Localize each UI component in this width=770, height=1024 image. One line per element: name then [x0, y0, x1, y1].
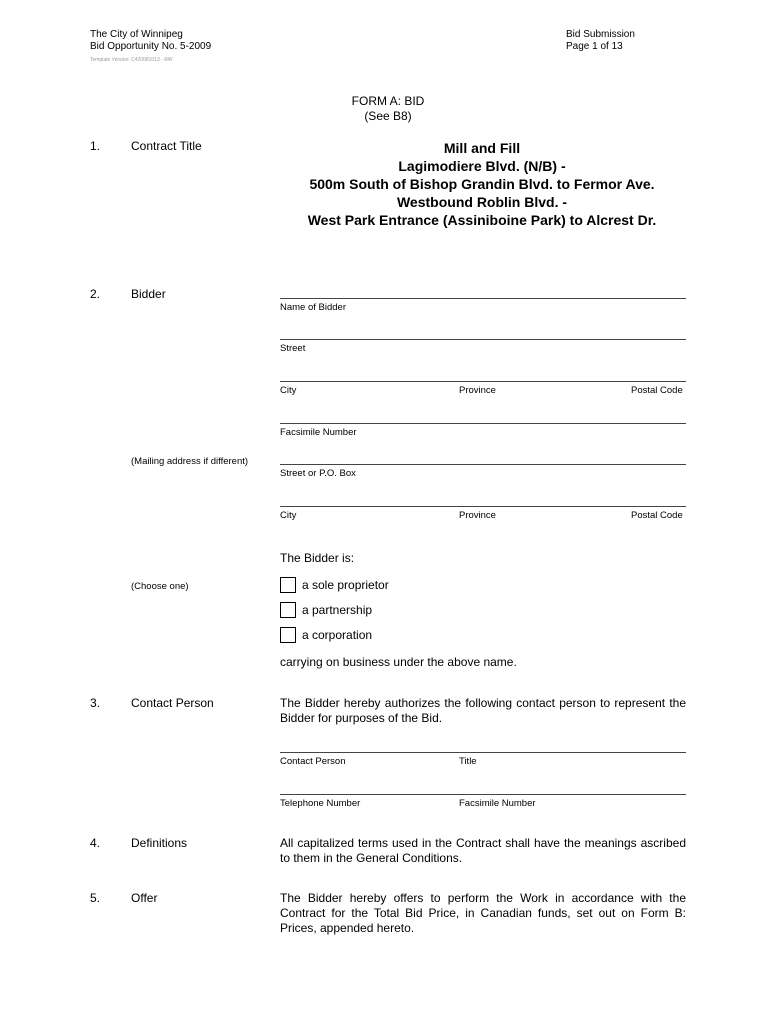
contact-person-label: Contact Person	[280, 756, 346, 767]
template-version: Template Version: C420081013 - RW	[90, 57, 173, 63]
section-1-label: Contract Title	[131, 139, 202, 153]
mailing-address-note: (Mailing address if different)	[131, 456, 249, 467]
contact-paragraph: The Bidder hereby authorizes the following contact person to represent the Bidder for purposes of the Bid.	[280, 696, 686, 725]
title-label: Title	[459, 756, 477, 767]
contract-title	[272, 139, 692, 229]
telephone-number-label: Telephone Number	[280, 798, 361, 809]
street-or-po-label: Street or P.O. Box	[280, 468, 356, 479]
section-1-number: 1.	[90, 139, 101, 153]
header-bid-opportunity: Bid Opportunity No. 5-2009	[90, 41, 212, 52]
sole-proprietor-label: a sole proprietor	[302, 578, 389, 592]
header-org: The City of Winnipeg	[90, 29, 183, 40]
postal-code-label: Postal Code	[631, 385, 683, 396]
bidder-name-line[interactable]	[280, 298, 686, 299]
city-label-2: City	[280, 510, 297, 521]
choose-one-note: (Choose one)	[131, 581, 189, 592]
header-submission: Bid Submission	[566, 29, 635, 40]
street-line[interactable]	[280, 339, 686, 340]
section-3-label: Contact Person	[131, 696, 214, 710]
province-label: Province	[459, 385, 496, 396]
facsimile-number-label-2: Facsimile Number	[459, 798, 536, 809]
contact-person-line[interactable]	[280, 752, 686, 753]
corporation-checkbox[interactable]	[280, 627, 296, 643]
city-label: City	[280, 385, 297, 396]
carrying-on-text: carrying on business under the above name.	[280, 655, 517, 669]
facsimile-line[interactable]	[280, 423, 686, 424]
section-4-label: Definitions	[131, 836, 188, 850]
header-page: Page 1 of 13	[566, 41, 623, 52]
section-3-number: 3.	[90, 696, 101, 710]
section-5-number: 5.	[90, 891, 101, 905]
mailing-city-line[interactable]	[280, 506, 686, 507]
section-5-label: Offer	[131, 891, 158, 905]
contract-title-line: Lagimodiere Blvd. (N/B) -	[398, 158, 566, 174]
section-4-number: 4.	[90, 836, 101, 850]
name-of-bidder-label: Name of Bidder	[280, 302, 347, 313]
province-label-2: Province	[459, 510, 496, 521]
corporation-label: a corporation	[302, 628, 373, 642]
contract-title-line: Westbound Roblin Blvd. -	[396, 194, 568, 210]
offer-paragraph: The Bidder hereby offers to perform the Work in accordance with the Contract for the Total Bid Price, in Canadian funds, set out on Form B: Prices, appended hereto.	[280, 891, 686, 935]
mailing-street-line[interactable]	[280, 464, 686, 465]
section-2-label: Bidder	[131, 287, 166, 301]
city-province-postal-line[interactable]	[280, 381, 686, 382]
form-see: (See B8)	[364, 109, 412, 123]
partnership-label: a partnership	[302, 603, 373, 617]
facsimile-number-label: Facsimile Number	[280, 427, 357, 438]
form-title: FORM A: BID	[351, 94, 425, 108]
partnership-checkbox[interactable]	[280, 602, 296, 618]
section-2-number: 2.	[90, 287, 101, 301]
street-label: Street	[280, 343, 306, 354]
postal-code-label-2: Postal Code	[631, 510, 683, 521]
contract-title-line: Mill and Fill	[443, 140, 521, 156]
contract-title-line: 500m South of Bishop Grandin Blvd. to Fermor Ave.	[309, 176, 655, 192]
bidder-is-text: The Bidder is:	[280, 551, 355, 565]
sole-proprietor-checkbox[interactable]	[280, 577, 296, 593]
telephone-line[interactable]	[280, 794, 686, 795]
contract-title-line: West Park Entrance (Assiniboine Park) to Alcrest Dr.	[307, 212, 657, 228]
definitions-paragraph: All capitalized terms used in the Contract shall have the meanings ascribed to them in the General Conditions.	[280, 836, 686, 865]
